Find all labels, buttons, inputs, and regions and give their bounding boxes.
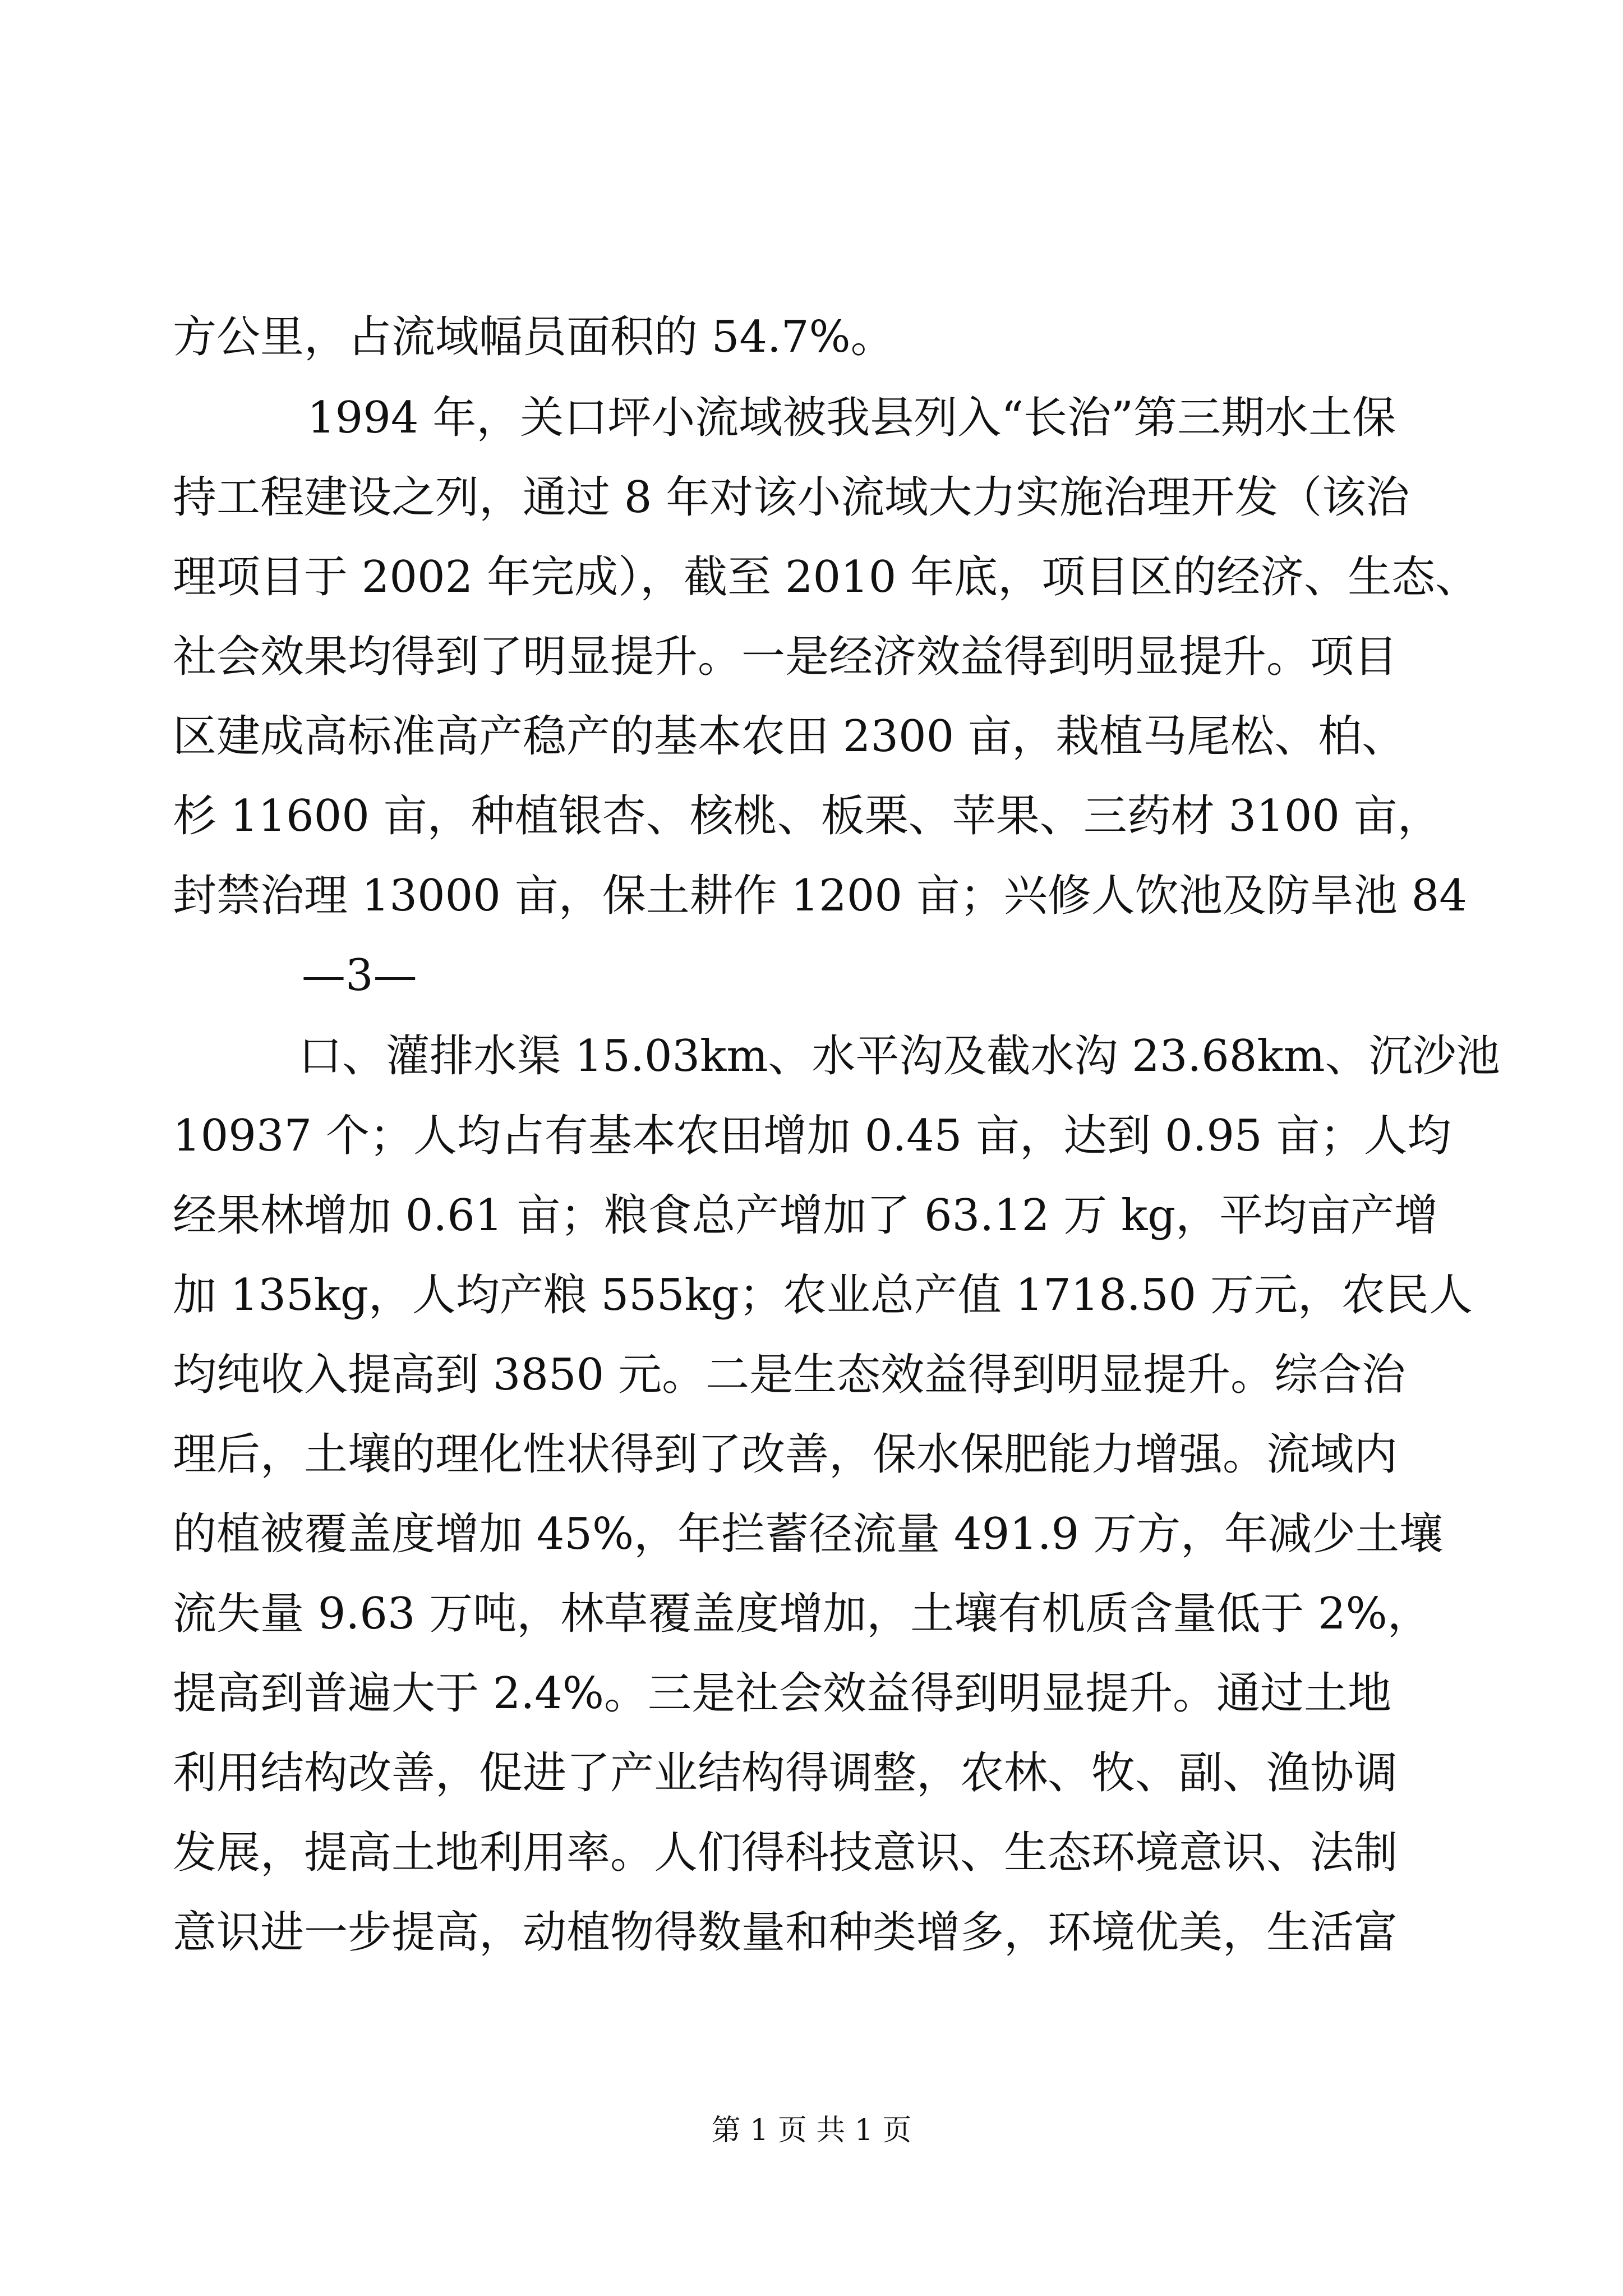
text-line: 加 135kg，人均产粮 555kg；农业总产值 1718.50 万元，农民人: [173, 1270, 1473, 1320]
text-line: 理项目于 2002 年完成），截至 2010 年底，项目区的经济、生态、: [173, 552, 1479, 602]
text-line: 流失量 9.63 万吨，林草覆盖度增加，土壤有机质含量低于 2%，: [173, 1589, 1431, 1639]
text-line: 杉 11600 亩，种植银杏、核桃、板栗、苹果、三药材 3100 亩，: [173, 791, 1441, 841]
text-line: 意识进一步提高，动植物得数量和种类增多，环境优美，生活富: [173, 1907, 1398, 1958]
text-line: 经果林增加 0.61 亩；粮食总产增加了 63.12 万 kg，平均亩产增: [173, 1190, 1438, 1241]
page-marker: —3—: [302, 950, 417, 1001]
text-line: 封禁治理 13000 亩，保土耕作 1200 亩；兴修人饮池及防旱池 84: [173, 871, 1467, 921]
text-line: 持工程建设之列，通过 8 年对该小流域大力实施治理开发（该治: [173, 472, 1410, 523]
text-line: 发展，提高土地利用率。人们得科技意识、生态环境意识、法制: [173, 1828, 1398, 1878]
text-line: 方公里，占流域幅员面积的 54.7%。: [173, 312, 895, 362]
text-line: 10937 个；人均占有基本农田增加 0.45 亩，达到 0.95 亩；人均: [173, 1111, 1451, 1161]
text-line: 口、灌排水渠 15.03km、水平沟及截水沟 23.68km、沉沙池: [298, 1031, 1500, 1082]
text-line: 理后，土壤的理化性状得到了改善，保水保肥能力增强。流域内: [173, 1429, 1398, 1480]
text-line: 提高到普遍大于 2.4%。三是社会效益得到明显提升。通过土地: [173, 1668, 1391, 1719]
text-line: 1994 年，关口坪小流域被我县列入“长治”第三期水土保: [307, 393, 1396, 443]
text-line: 的植被覆盖度增加 45%，年拦蓄径流量 491.9 万方，年减少土壤: [173, 1509, 1444, 1559]
text-line: 社会效果均得到了明显提升。一是经济效益得到明显提升。项目: [173, 632, 1398, 682]
text-line: 利用结构改善，促进了产业结构得调整，农林、牧、副、渔协调: [173, 1748, 1398, 1798]
text-line: 均纯收入提高到 3850 元。二是生态效益得到明显提升。综合治: [173, 1350, 1406, 1400]
text-line: 区建成高标准高产稳产的基本农田 2300 亩，栽植马尾松、柏、: [173, 711, 1406, 762]
page-footer: 第 1 页 共 1 页: [711, 2114, 912, 2147]
